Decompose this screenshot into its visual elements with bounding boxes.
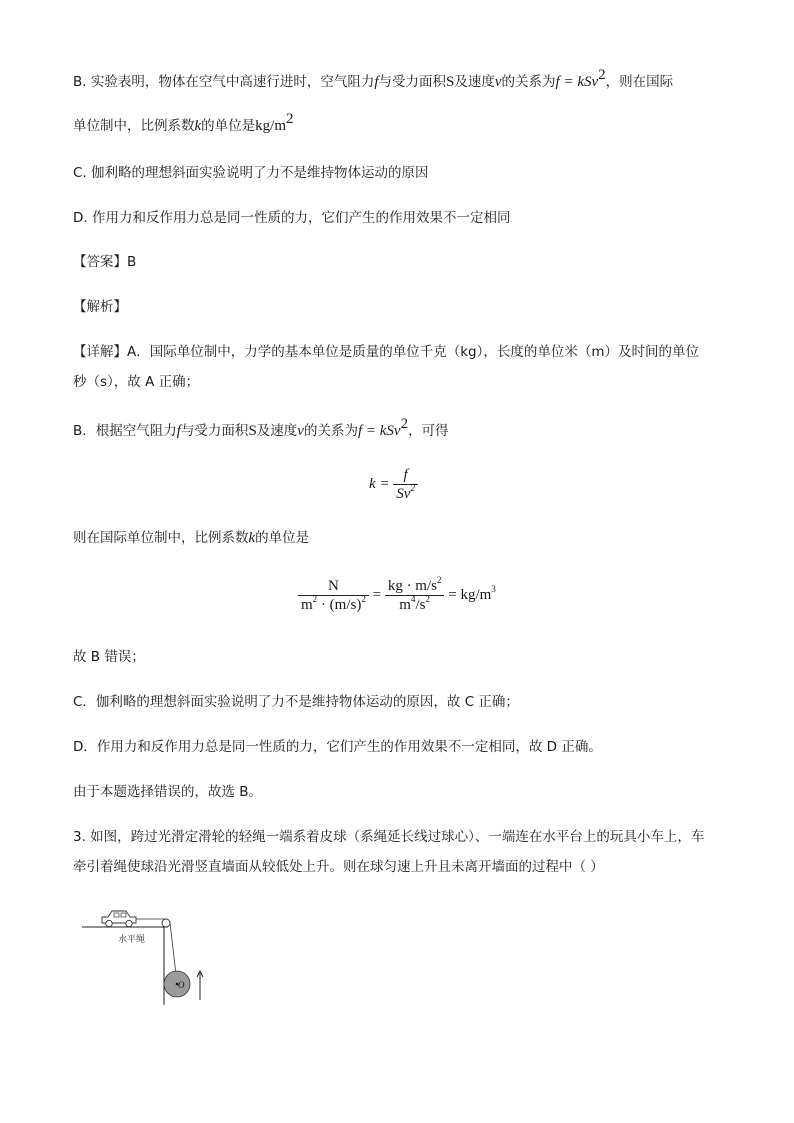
den-text: m — [399, 597, 411, 613]
numerator — [385, 577, 445, 595]
exponent: 2 — [361, 594, 366, 604]
symbol-k: k — [248, 530, 256, 546]
exponent: 2 — [436, 575, 442, 585]
fraction-1 — [298, 577, 369, 614]
equals: = — [372, 586, 382, 603]
text: B．根据空气阻力 — [73, 423, 177, 439]
numerator: N — [328, 578, 339, 594]
answer: 【答案】B — [73, 254, 137, 270]
denominator — [393, 484, 418, 503]
pulley-diagram — [80, 905, 220, 1010]
text: 则在国际单位制中，比例系数 — [73, 530, 249, 546]
fraction-2 — [385, 577, 445, 614]
detail-line1: 【详解】A．国际单位制中，力学的基本单位是质量的单位千克（kg），长度的单位米（m）及时间的单位 — [73, 344, 700, 360]
den-text: Sv — [396, 486, 411, 502]
denominator — [385, 595, 445, 614]
detail-c: C．伽利略的理想斜面实验说明了力不是维持物体运动的原因，故 C 正确； — [73, 694, 519, 710]
analysis-title: 【解析】 — [73, 299, 127, 315]
toy-car-icon — [102, 911, 136, 927]
formula: f = kSv — [555, 74, 599, 90]
symbol-s: S — [248, 423, 257, 439]
option-d: D. 作用力和反作用力总是同一性质的力，它们产生的作用效果不一定相同 — [73, 210, 511, 226]
exponent: 3 — [491, 583, 496, 594]
num-text: kg · m/s — [387, 578, 437, 594]
symbol-v: v — [494, 74, 502, 90]
exponent: 2 — [312, 594, 318, 604]
text: 的关系为 — [501, 74, 556, 90]
den-dot: · — [320, 597, 326, 613]
equation-k — [369, 466, 418, 503]
text: 及速度 — [454, 74, 495, 90]
result: = kg/m — [448, 586, 492, 603]
center-label: O — [178, 980, 185, 990]
symbol-v: v — [297, 423, 304, 439]
exponent: 2 — [598, 67, 606, 83]
text: 单位制中，比例系数 — [73, 118, 195, 134]
exponent: 2 — [400, 416, 409, 432]
den-text: m — [301, 597, 313, 613]
symbol-f: f — [176, 423, 181, 439]
text: ，则在国际 — [605, 74, 674, 90]
denominator — [298, 595, 369, 614]
detail-b-line — [73, 416, 449, 441]
detail-d: D．作用力和反作用力总是同一性质的力，它们产生的作用效果不一定相同，故 D 正确。 — [73, 739, 602, 755]
den-text: (m/s) — [329, 597, 362, 613]
symbol-s: S — [446, 74, 455, 90]
text: ，可得 — [408, 423, 449, 439]
rope-label: 水平绳 — [118, 935, 146, 945]
text: B. 实验表明，物体在空气中高速行进时，空气阻力 — [73, 74, 375, 90]
exponent: 4 — [410, 594, 416, 604]
question3-figure — [80, 905, 220, 1014]
fraction — [393, 466, 418, 503]
symbol-f: f — [374, 74, 379, 90]
unit: kg/m — [255, 118, 287, 134]
conclusion-b: 故 B 错误； — [73, 649, 145, 665]
den-text: /s — [415, 597, 426, 613]
option-c: C. 伽利略的理想斜面实验说明了力不是维持物体运动的原因 — [73, 165, 429, 181]
text: 与受力面积 — [180, 423, 249, 439]
option-b-line1 — [73, 67, 674, 92]
question3-line1: 3. 如图，跨过光滑定滑轮的轻绳一端系着皮球（系绳延长线过球心）、一端连在水平台上的玩具小车上，车 — [73, 829, 705, 845]
equation-units — [298, 577, 496, 614]
text: 与受力面积 — [378, 74, 447, 90]
numerator: f — [403, 467, 408, 483]
exponent: 2 — [286, 111, 294, 127]
exponent: 2 — [410, 483, 415, 493]
pulley-icon — [162, 919, 170, 927]
exponent: 2 — [425, 594, 430, 604]
symbol-k: k — [194, 118, 202, 134]
formula: f = kSv — [357, 423, 401, 439]
text: 的单位是 — [201, 118, 256, 134]
detail-line2: 秒（s），故 A 正确； — [73, 374, 200, 390]
eq-lhs: k = — [369, 475, 390, 492]
text: 及速度 — [256, 423, 298, 439]
final-answer: 由于本题选择错误的，故选 B。 — [73, 784, 263, 800]
question3-line2: 牵引着绳使球沿光滑竖直墙面从较低处上升。则在球匀速上升且未离开墙面的过程中（ ） — [73, 859, 604, 875]
then-line — [73, 528, 309, 548]
text: 的关系为 — [303, 423, 358, 439]
option-b-line2 — [73, 111, 294, 136]
text: 的单位是 — [255, 530, 310, 546]
